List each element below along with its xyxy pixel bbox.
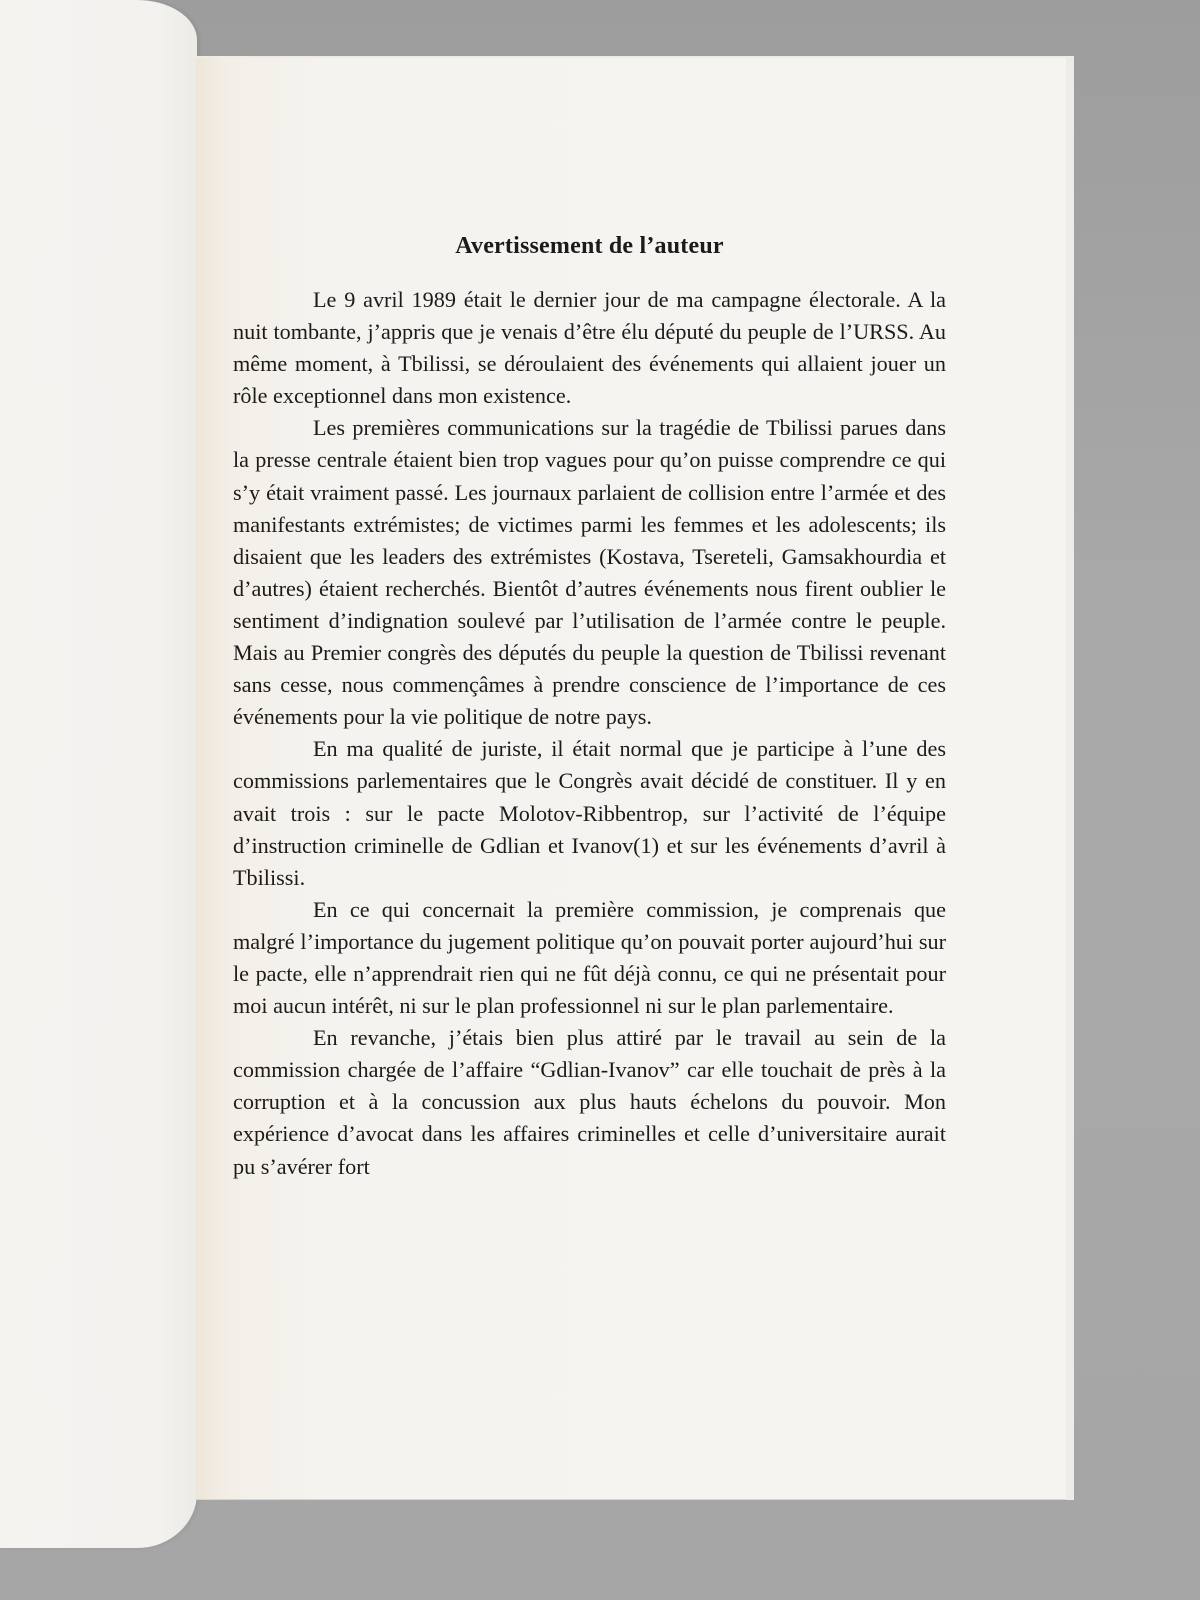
paragraph: En ma qualité de juriste, il était normal que je participe à l’une des commissions parlementaires que le Congrès avait décidé de constituer. Il y en avait trois : sur le pacte Molotov-Ribbentrop, sur l’activité de l’équipe d’instruction criminelle de Gdlian et Ivanov(1) et sur les événements d’avril à Tbilissi.: [233, 736, 946, 890]
page-text: [233, 228, 946, 1183]
page-title: Avertissement de l’auteur: [455, 233, 724, 259]
left-page: [0, 0, 197, 1548]
paragraph: Le 9 avril 1989 était le dernier jour de ma campagne électorale. A la nuit tombante, j’appris que je venais d’être élu député du peuple de l’URSS. Au même moment, à Tbilissi, se déroulaient des événements qui allaient jouer un rôle exceptionnel dans mon existence.: [233, 287, 946, 409]
paragraph: Les premières communications sur la tragédie de Tbilissi parues dans la presse centrale étaient bien trop vagues pour qu’on puisse comprendre ce qui s’y était vraiment passé. Les journaux parlaient de collision entre l’armée et des manifestants extrémistes; de victimes parmi les femmes et les adolescents; ils disaient que les leaders des extrémistes (Kostava, Tsereteli, Gamsakhourdia et d’autres) étaient recherchés. Bientôt d’autres événements nous firent oublier le sentiment d’indignation soulevé par l’utilisation de l’armée contre le peuple. Mais au Premier congrès des députés du peuple la question de Tbilissi revenant sans cesse, nous commençâmes à prendre conscience de l’importance de ces événements pour la vie politique de notre pays.: [233, 415, 946, 730]
paragraph: En revanche, j’étais bien plus attiré par le travail au sein de la commission chargée de l’affaire “Gdlian-Ivanov” car elle touchait de près à la corruption et à la concussion aux plus hauts échelons du pouvoir. Mon expérience d’avocat dans les affaires criminelles et celle d’universitaire aurait pu s’avérer fort: [233, 1025, 946, 1179]
paragraph: En ce qui concernait la première commission, je comprenais que malgré l’importance du jugement politique qu’on pouvait porter aujourd’hui sur le pacte, elle n’apprendrait rien qui ne fût déjà connu, ce qui ne présentait pour moi aucun intérêt, ni sur le plan professionnel ni sur le plan parlementaire.: [233, 896, 946, 1019]
